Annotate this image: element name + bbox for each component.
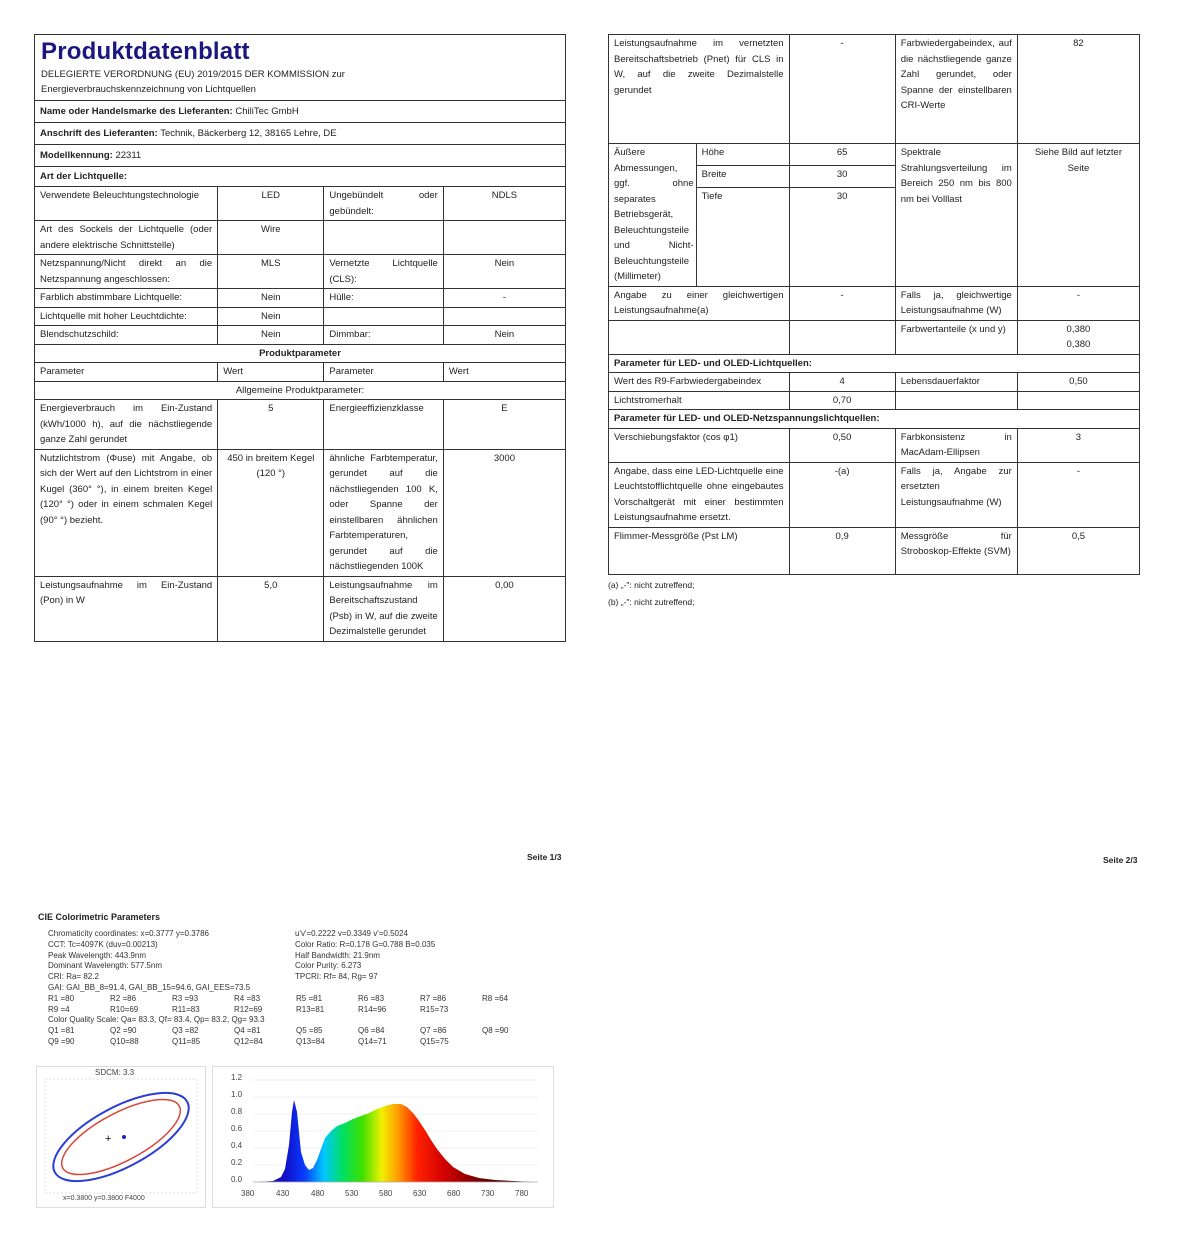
supplier-name-value: ChiliTec GmbH (235, 106, 299, 117)
footnote: (a) „-": nicht zutreffend; (608, 579, 695, 590)
table-row (35, 307, 566, 326)
gai-line: GAI: GAI_BB_8=91.4, GAI_BB_15=94.6, GAI_EES=73.5 (48, 982, 251, 992)
light-type-label: Art der Lichtquelle: (35, 167, 566, 187)
product-params-header: Produktparameter (35, 344, 566, 363)
dimensions-row (609, 144, 1140, 166)
cqs-value: Q10=88 (110, 1036, 139, 1046)
dimension-name: Höhe (696, 144, 789, 166)
param-cell: Farbkonsistenz in MacAdam-Ellipsen (895, 428, 1017, 462)
cie-line: Dominant Wavelength: 577.5nm (48, 961, 162, 971)
cqs-value: Q14=71 (358, 1036, 387, 1046)
param-cell (895, 391, 1017, 410)
cri-value: R11=83 (172, 1004, 200, 1014)
regulation-line-1: DELEGIERTE VERORDNUNG (EU) 2019/2015 DER KOMMISSION zur (41, 69, 345, 80)
table-row (609, 462, 1140, 527)
param-cell: Lebensdauerfaktor (895, 373, 1017, 392)
value-cell: 5,0 (218, 576, 324, 641)
value-cell: Nein (218, 307, 324, 326)
cqs-value: Q3 =82 (172, 1026, 199, 1036)
param-cell: Verwendete Beleuchtungstechnologie (35, 187, 218, 221)
param-cell: Blendschutzschild: (35, 326, 218, 345)
cri-value: R2 =86 (110, 993, 137, 1003)
value-cell: 3 (1017, 428, 1139, 462)
footnote: (b) „-": nicht zutreffend; (608, 596, 695, 607)
param-cell: Falls ja, Angabe zur ersetzten Leistungsaufnahme (W) (895, 462, 1017, 527)
param-cell: Netzspannung/Nicht direkt an die Netzspannung angeschlossen: (35, 255, 218, 289)
param-cell: Leistungsaufnahme im Bereitschaftszustand (Psb) in W, auf die zweite Dezimalstelle gerundet (324, 576, 443, 641)
x-tick: 480 (311, 1189, 325, 1198)
value-cell: 0,50 (1017, 373, 1139, 392)
cri-value: R15=73 (420, 1004, 449, 1014)
table-row (609, 391, 1140, 410)
param-cell: Verschiebungsfaktor (cos φ1) (609, 428, 790, 462)
param-cell: Hülle: (324, 289, 443, 308)
value-cell: 450 in breitem Kegel (120 °) (218, 449, 324, 576)
param-cell: Messgröße für Stroboskop-Effekte (SVM) (895, 527, 1017, 574)
model-label: Modellkennung: (40, 150, 113, 161)
param-cell: Falls ja, gleichwertige Leistungsaufnahme (W) (895, 286, 1017, 320)
value-cell: Nein (443, 326, 565, 345)
param-cell: Lichtquelle mit hoher Leuchtdichte: (35, 307, 218, 326)
cri-value: R13=81 (296, 1004, 325, 1014)
y-tick: 0.0 (231, 1175, 243, 1184)
cri-value: R6 =83 (358, 993, 385, 1003)
cri-value: R14=96 (358, 1004, 387, 1014)
param-cell: Nutzlichtstrom (Φuse) mit Angabe, ob sich der Wert auf den Lichtstrom in einer Kugel (360° °), in einem breiten Kegel (120° °) oder in einem schmalen Kegel (90° °) bezieht. (35, 449, 218, 576)
table-row (35, 187, 566, 221)
cqs-value: Q6 =84 (358, 1026, 385, 1036)
value-cell: Nein (443, 255, 565, 289)
supplier-address-value: Technik, Bäckerberg 12, 38165 Lehre, DE (160, 128, 337, 139)
table-row (609, 373, 1140, 392)
column-header: Wert (443, 363, 565, 382)
value-cell: - (789, 35, 895, 144)
param-cell: ähnliche Farbtemperatur, gerundet auf die nächstliegenden 100 K, oder Spanne der einstellbaren ähnlichen Farbtemperaturen, gerundet auf die nächstliegenden 100K (324, 449, 443, 576)
cie-line: CRI: Ra= 82.2 (48, 972, 99, 982)
cqs-value: Q13=84 (296, 1036, 325, 1046)
dimension-value: 65 (789, 144, 895, 166)
param-cell: Angabe, dass eine LED-Lichtquelle eine Leuchtstofflichtquelle ohne eingebautes Vorschaltgerät mit einer bestimmten Leistungsaufnahme ersetzt. (609, 462, 790, 527)
cri-value: R7 =86 (420, 993, 447, 1003)
value-cell (789, 320, 895, 354)
table-row (609, 320, 1140, 354)
value-cell: - (789, 286, 895, 320)
value-cell: 0,9 (789, 527, 895, 574)
value-cell: 0,5 (1017, 527, 1139, 574)
cri-value: R3 =93 (172, 993, 199, 1003)
cri-value: R1 =80 (48, 993, 75, 1003)
table-row (35, 221, 566, 255)
x-tick: 680 (447, 1189, 461, 1198)
value-cell (443, 307, 565, 326)
table-row (609, 428, 1140, 462)
param-cell: Energieverbrauch im Ein-Zustand (kWh/1000 h), auf die nächstliegende ganze Zahl gerundet (35, 400, 218, 450)
value-cell: 5 (218, 400, 324, 450)
cie-line: Peak Wavelength: 443.9nm (48, 950, 146, 960)
spectrum-graphic (213, 1067, 553, 1207)
value-cell: Siehe Bild auf letzter Seite (1017, 144, 1139, 287)
table-row (609, 35, 1140, 144)
param-cell: Leistungsaufnahme im vernetzten Bereitschaftsbetrieb (Pnet) für CLS in W, auf die zweite Dezimalstelle gerundet (609, 35, 790, 144)
value-cell: - (443, 289, 565, 308)
dimension-name: Breite (696, 165, 789, 187)
param-cell: Spektrale Strahlungsverteilung im Bereich 250 nm bis 800 nm bei Volllast (895, 144, 1017, 287)
param-cell: Farbwertanteile (x und y) (895, 320, 1017, 354)
cie-line: Color Ratio: R=0.178 G=0.788 B=0.035 (295, 939, 436, 949)
datasheet-table-1 (34, 34, 566, 642)
cqs-value: Q4 =81 (234, 1026, 261, 1036)
cri-value: R5 =81 (296, 993, 323, 1003)
value-cell (443, 221, 565, 255)
param-cell: Art des Sockels der Lichtquelle (oder andere elektrische Schnittstelle) (35, 221, 218, 255)
param-cell: Farblich abstimmbare Lichtquelle: (35, 289, 218, 308)
dimension-value: 30 (789, 187, 895, 286)
datasheet-page-1 (34, 34, 566, 642)
table-row (35, 326, 566, 345)
value-cell: LED (218, 187, 324, 221)
spectrum-plot (212, 1066, 554, 1208)
svg-text:+: + (105, 1133, 112, 1145)
value-cell: MLS (218, 255, 324, 289)
sdcm-ellipse-graphic (37, 1067, 205, 1207)
table-row (35, 400, 566, 450)
cie-line: Chromaticity coordinates: x=0.3777 y=0.3786 (48, 929, 209, 938)
x-tick: 530 (345, 1189, 359, 1198)
chromaticity-x: 0,380 (1066, 323, 1091, 335)
cie-line: TPCRI: Rf= 84, Rg= 97 (295, 972, 378, 982)
value-cell: Nein (218, 289, 324, 308)
cqs-value: Q8 =90 (482, 1026, 509, 1036)
value-cell: - (1017, 286, 1139, 320)
param-cell: Vernetzte Lichtquelle (CLS): (324, 255, 443, 289)
param-cell: Energieeffizienzklasse (324, 400, 443, 450)
datasheet-table-2 (608, 34, 1140, 575)
cri-value: R8 =64 (482, 993, 509, 1003)
param-cell: Leistungsaufnahme im Ein-Zustand (Pon) in W (35, 576, 218, 641)
param-cell: Flimmer-Messgröße (Pst LM) (609, 527, 790, 574)
value-cell (1017, 391, 1139, 410)
cie-line: CCT: Tc=4097K (duv=0.00213) (48, 939, 158, 949)
table-row (35, 255, 566, 289)
cie-line: Color Purity: 6.273 (295, 961, 362, 971)
cie-line: u'v'=0.2222 v=0.3349 v'=0.5024 (295, 929, 408, 938)
cqs-line: Color Quality Scale: Qa= 83.3, Qf= 83.4, Qp= 83.2, Qg= 93.3 (48, 1015, 265, 1025)
dimensions-label: Äußere Abmessungen, ggf. ohne separates Betriebsgerät, Beleuchtungsteile und Nicht-Beleuchtungsteile (Millimeter) (609, 144, 697, 287)
param-cell: Farbwiedergabeindex, auf die nächstliegende ganze Zahl gerundet, oder Spanne der einstellbaren CRI-Werte (895, 35, 1017, 144)
column-header: Wert (218, 363, 324, 382)
value-cell: Nein (218, 326, 324, 345)
supplier-name-label: Name oder Handelsmarke des Lieferanten: (40, 106, 233, 117)
column-header: Parameter (35, 363, 218, 382)
param-cell (324, 221, 443, 255)
page-title: Produktdatenblatt (41, 38, 250, 65)
cri-value: R4 =83 (234, 993, 261, 1003)
value-cell: 0,50 (789, 428, 895, 462)
cqs-value: Q7 =86 (420, 1026, 447, 1036)
dimension-name: Tiefe (696, 187, 789, 286)
x-tick: 580 (379, 1189, 393, 1198)
table-row (35, 449, 566, 576)
value-cell: 4 (789, 373, 895, 392)
page-number-2: Seite 2/3 (1103, 855, 1138, 865)
y-tick: 1.2 (231, 1073, 243, 1082)
table-row (609, 286, 1140, 320)
cqs-value: Q12=84 (234, 1036, 263, 1046)
column-header: Parameter (324, 363, 443, 382)
y-tick: 0.8 (231, 1107, 243, 1116)
param-cell (324, 307, 443, 326)
y-tick: 0.4 (231, 1141, 243, 1150)
sdcm-coords: x=0.3800 y=0.3800 F4000 (63, 1195, 145, 1202)
param-cell: Wert des R9-Farbwiedergabeindex (609, 373, 790, 392)
cri-value: R10=69 (110, 1004, 139, 1014)
value-cell: 0,00 (443, 576, 565, 641)
x-tick: 430 (276, 1189, 290, 1198)
cqs-value: Q2 =90 (110, 1026, 137, 1036)
mains-params-header: Parameter für LED- und OLED-Netzspannungslichtquellen: (609, 410, 1140, 429)
value-cell: 0,70 (789, 391, 895, 410)
y-tick: 0.6 (231, 1124, 243, 1133)
table-row (609, 527, 1140, 574)
cri-value: R9 =4 (48, 1004, 70, 1014)
x-tick: 780 (515, 1189, 529, 1198)
cri-value: R12=69 (234, 1004, 263, 1014)
model-value: 22311 (115, 150, 142, 161)
sdcm-ellipse-plot (36, 1066, 206, 1208)
sdcm-label: SDCM: 3.3 (95, 1068, 135, 1077)
cqs-value: Q15=75 (420, 1036, 449, 1046)
table-row (35, 576, 566, 641)
regulation-line-2: Energieverbrauchskennzeichnung von Lichtquellen (41, 84, 256, 95)
x-tick: 380 (241, 1189, 255, 1198)
x-tick: 730 (481, 1189, 495, 1198)
y-tick: 1.0 (231, 1090, 243, 1099)
param-cell: Lichtstromerhalt (609, 391, 790, 410)
dimension-value: 30 (789, 165, 895, 187)
general-params-header: Allgemeine Produktparameter: (35, 381, 566, 400)
datasheet-page-2 (608, 34, 1140, 611)
table-row (35, 289, 566, 308)
led-params-header: Parameter für LED- und OLED-Lichtquellen: (609, 354, 1140, 373)
cie-line: Half Bandwidth: 21.9nm (295, 950, 380, 960)
value-cell: 3000 (443, 449, 565, 576)
param-cell (609, 320, 790, 354)
value-cell: Wire (218, 221, 324, 255)
value-cell: E (443, 400, 565, 450)
cie-title: CIE Colorimetric Parameters (38, 912, 161, 922)
cqs-value: Q11=85 (172, 1036, 201, 1046)
param-cell: Ungebündelt oder gebündelt: (324, 187, 443, 221)
chromaticity-y: 0,380 (1066, 339, 1091, 350)
y-tick: 0.2 (231, 1158, 243, 1167)
param-cell: Dimmbar: (324, 326, 443, 345)
value-cell: 82 (1017, 35, 1139, 144)
cqs-value: Q5 =85 (296, 1026, 323, 1036)
value-cell: -(a) (789, 462, 895, 527)
value-cell: NDLS (443, 187, 565, 221)
page-number-1: Seite 1/3 (527, 852, 562, 862)
column-header-row (35, 363, 566, 382)
param-cell: Angabe zu einer gleichwertigen Leistungsaufnahme(a) (609, 286, 790, 320)
cie-parameters (48, 929, 568, 1048)
value-cell: - (1017, 462, 1139, 527)
cqs-value: Q9 =90 (48, 1036, 75, 1046)
value-cell (1017, 320, 1139, 354)
x-tick: 630 (413, 1189, 427, 1198)
cqs-value: Q1 =81 (48, 1026, 75, 1036)
supplier-address-label: Anschrift des Lieferanten: (40, 128, 158, 139)
